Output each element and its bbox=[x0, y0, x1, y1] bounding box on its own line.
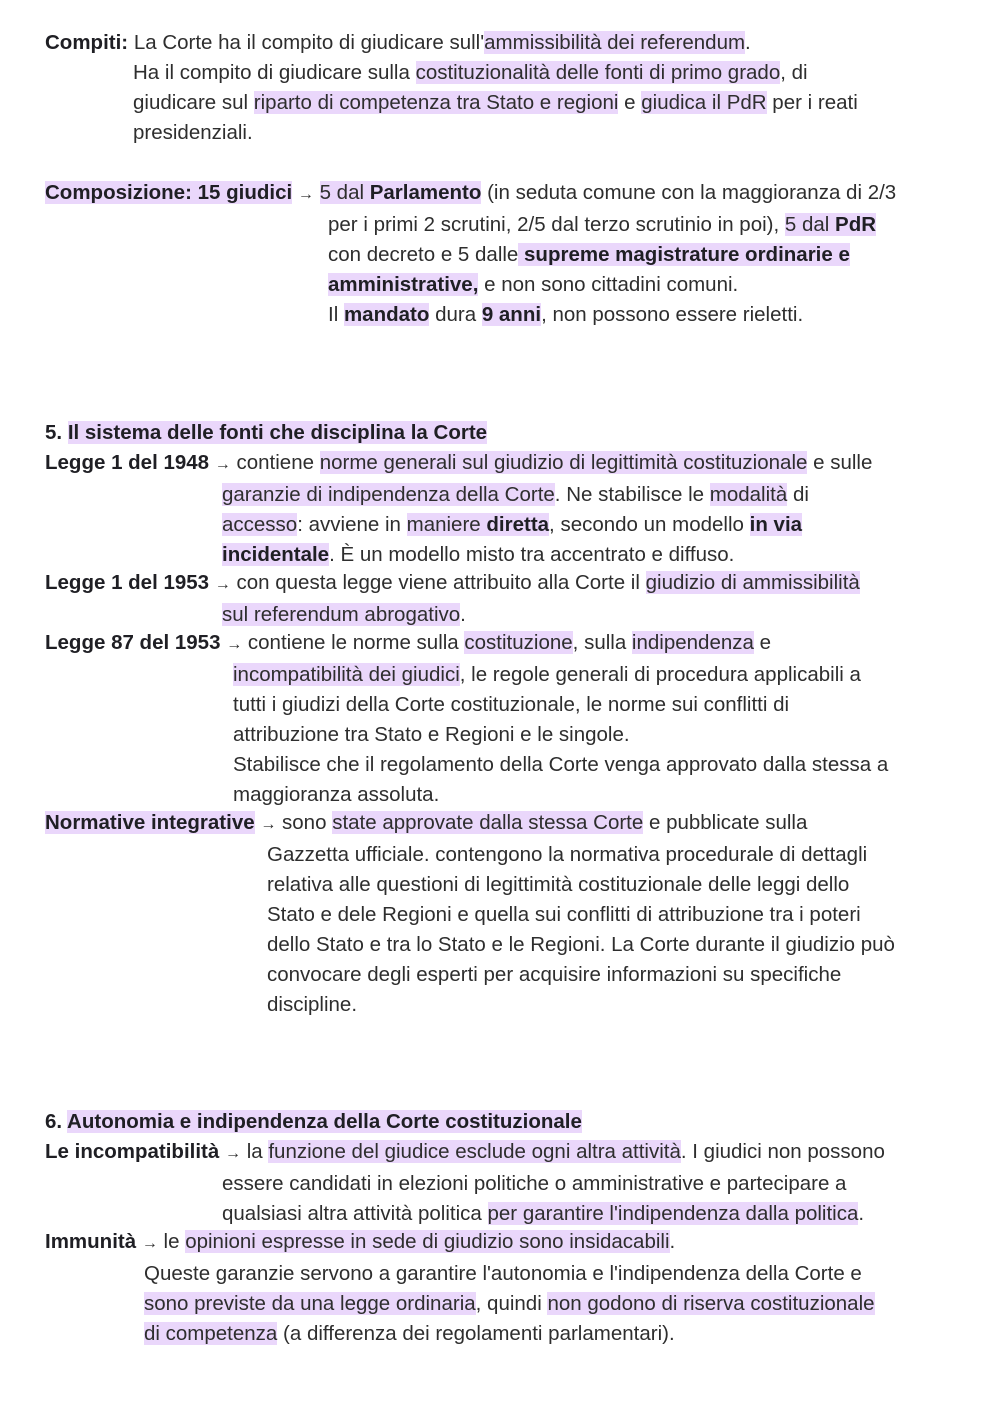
composizione-line-2: per i primi 2 scrutini, 2/5 dal terzo scrutinio in poi), 5 dal PdR bbox=[328, 213, 877, 236]
arrow-icon: → bbox=[224, 1145, 241, 1162]
section-title: Autonomia e indipendenza della Corte costituzionale bbox=[67, 1110, 582, 1133]
compiti-line-2: Ha il compito di giudicare sulla costituzionalità delle fonti di primo grado, di bbox=[133, 61, 808, 84]
arrow-icon: → bbox=[214, 576, 231, 593]
legge-87-1953-term: Legge 87 del 1953 bbox=[45, 631, 221, 654]
compiti-line-1: Compiti: La Corte ha il compito di giudicare sull'ammissibilità dei referendum. bbox=[45, 31, 751, 54]
highlight: sono previste da una legge ordinaria bbox=[144, 1292, 476, 1315]
highlight: sul referendum abrogativo bbox=[222, 603, 461, 626]
highlight: modalità bbox=[709, 483, 788, 506]
composizione-term: Composizione: 15 giudici bbox=[45, 181, 293, 204]
highlight: maniere diretta bbox=[406, 513, 550, 536]
arrow-icon: → bbox=[260, 816, 277, 833]
highlight: ammissibilità dei referendum bbox=[484, 31, 746, 54]
legge-1-1953-term: Legge 1 del 1953 bbox=[45, 571, 210, 594]
composizione-line-3: con decreto e 5 dalle supreme magistrature ordinarie e bbox=[328, 243, 850, 266]
composizione-entry bbox=[45, 178, 955, 330]
legge-1948-term: Legge 1 del 1948 bbox=[45, 451, 210, 474]
immunita-term: Immunità bbox=[45, 1230, 137, 1253]
arrow-icon: → bbox=[214, 456, 231, 473]
legge-87-1953-entry: Legge 87 del 1953 → contiene le norme sulla costituzione, sulla indipendenza e incompatibilità dei giudici, le regole generali di procedura applicabili a tutti i giudizi della Corte costituzionale, le norme sui conflitti di attribuzione tra Stato e Regioni e le singole. Stabilisce che il regolamento della Corte venga approvato dalla stessa a maggioranza assoluta. bbox=[45, 631, 889, 806]
highlight: incompatibilità dei giudici bbox=[233, 663, 460, 686]
incompatibilita-term: Le incompatibilità bbox=[45, 1140, 220, 1163]
highlight: mandato bbox=[343, 303, 430, 326]
highlight: funzione del giudice esclude ogni altra attività bbox=[268, 1140, 681, 1163]
highlight: garanzie di indipendenza della Corte bbox=[222, 483, 555, 506]
arrow-icon: → bbox=[226, 636, 243, 653]
highlight: riparto di competenza tra Stato e regioni bbox=[253, 91, 619, 114]
legge-1-1953-entry: Legge 1 del 1953 → con questa legge viene attribuito alla Corte il giudizio di ammissibilità sul referendum abrogativo. bbox=[45, 571, 860, 626]
arrow-icon: → bbox=[141, 1235, 158, 1252]
highlight: norme generali sul giudizio di legittimità costituzionale bbox=[319, 451, 808, 474]
section-heading-6: 6. Autonomia e indipendenza della Corte costituzionale bbox=[45, 1110, 582, 1133]
highlight: state approvate dalla stessa Corte bbox=[332, 811, 644, 834]
compiti-term: Compiti: bbox=[45, 31, 129, 54]
section-title: Il sistema delle fonti che disciplina la Corte bbox=[67, 421, 488, 444]
immunita-entry: Immunità → le opinioni espresse in sede di giudizio sono insidacabili. Queste garanzie servono a garantire l'autonomia e l'indipendenza della Corte e sono previste da una legge ordinaria, quindi non godono di riserva costituzionale di competenza (a differenza dei regolamenti parlamentari). bbox=[45, 1230, 875, 1345]
compiti-line-3: giudicare sul riparto di competenza tra Stato e regioni e giudica il PdR per i reati bbox=[133, 91, 858, 114]
highlight: non godono di riserva costituzionale bbox=[547, 1292, 875, 1315]
highlight: accesso bbox=[222, 513, 298, 536]
composizione-line-1: Composizione: 15 giudici → 5 dal Parlamento (in seduta comune con la maggioranza di 2/3 bbox=[45, 181, 897, 204]
highlight: amministrative, bbox=[328, 273, 479, 296]
composizione-line-4: amministrative, e non sono cittadini comuni. bbox=[328, 273, 739, 296]
section-heading-5: 5. Il sistema delle fonti che disciplina la Corte bbox=[45, 421, 488, 444]
highlight: 9 anni bbox=[481, 303, 542, 326]
highlight: costituzionalità delle fonti di primo grado bbox=[415, 61, 781, 84]
composizione-line-5: Il mandato dura 9 anni, non possono essere rieletti. bbox=[328, 303, 804, 326]
highlight: in via bbox=[749, 513, 803, 536]
highlight: opinioni espresse in sede di giudizio sono insidacabili bbox=[185, 1230, 670, 1253]
normative-integrative-term: Normative integrative bbox=[45, 811, 255, 834]
highlight: costituzione bbox=[464, 631, 573, 654]
arrow-icon: → bbox=[297, 186, 314, 203]
highlight: giudica il PdR bbox=[641, 91, 767, 114]
legge-1948-entry: Legge 1 del 1948 → contiene norme generali sul giudizio di legittimità costituzionale e sulle garanzie di indipendenza della Corte. Ne stabilisce le modalità di accesso: avviene in maniere diretta, secondo un modello in via incidentale. È un modello misto tra accentrato e diffuso. bbox=[45, 451, 873, 566]
compiti-line-4: presidenziali. bbox=[133, 121, 253, 144]
normative-integrative-entry: Normative integrative → sono state approvate dalla stessa Corte e pubblicate sulla Gazzetta ufficiale. contengono la normativa procedurale di dettagli relativa alle questioni di legittimità costituzionale delle leggi dello Stato e dele Regioni e quella sui conflitti di attribuzione tra i poteri dello Stato e tra lo Stato e le Regioni. La Corte durante il giudizio può convocare degli esperti per acquisire informazioni su specifiche discipline. bbox=[45, 811, 895, 1016]
highlight: incidentale bbox=[222, 543, 330, 566]
compiti-entry bbox=[45, 28, 955, 148]
highlight: 5 dal PdR bbox=[784, 213, 877, 236]
highlight: supreme magistrature ordinarie e bbox=[518, 243, 850, 266]
highlight: per garantire l'indipendenza dalla politica bbox=[487, 1202, 859, 1225]
text-segment: La Corte ha il compito di giudicare sull' bbox=[133, 31, 485, 54]
highlight: di competenza bbox=[144, 1322, 278, 1345]
incompatibilita-entry: Le incompatibilità → la funzione del giudice esclude ogni altra attività. I giudici non possono essere candidati in elezioni politiche o amministrative e partecipare a qualsiasi altra attività politica per garantire l'indipendenza dalla politica. bbox=[45, 1140, 885, 1225]
highlight: 5 dal Parlamento bbox=[319, 181, 482, 204]
highlight: indipendenza bbox=[631, 631, 754, 654]
highlight: giudizio di ammissibilità bbox=[645, 571, 860, 594]
